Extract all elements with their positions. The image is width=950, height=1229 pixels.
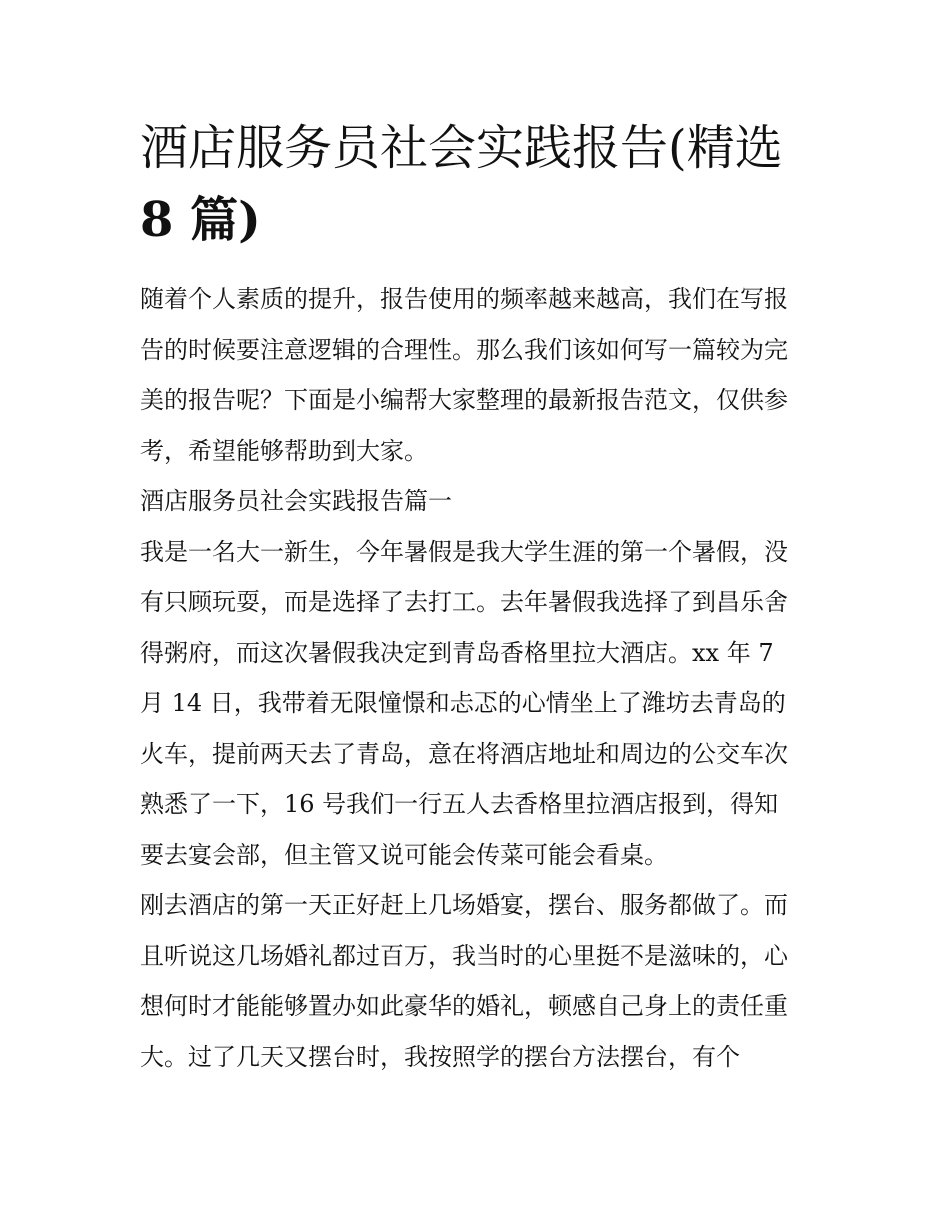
document-body — [140, 274, 812, 1082]
title-line-2: 8 篇) — [140, 192, 261, 248]
document-title — [140, 112, 812, 256]
paragraph-1 — [140, 527, 812, 881]
text-line: 大。过了几天又摆台时，我按照学的摆台方法摆台，有个 — [140, 1042, 740, 1071]
text-line: 我是一名大一新生，今年暑假是我大学生涯的第一个暑假，没 — [140, 537, 788, 566]
section-heading — [140, 476, 812, 527]
section-heading-text: 酒店服务员社会实践报告篇一 — [140, 487, 452, 515]
paragraph-2 — [140, 880, 812, 1082]
title-line-1: 酒店服务员社会实践报告(精选 — [140, 120, 783, 176]
text-line: 要去宴会部，但主管又说可能会传菜可能会看桌。 — [140, 840, 668, 869]
text-line: 想何时才能能够置办如此豪华的婚礼，顿感自己身上的责任重 — [140, 992, 788, 1020]
text-line: 月 14 日，我带着无限憧憬和忐忑的心情坐上了潍坊去青岛的 — [140, 689, 786, 717]
text-line: 熟悉了一下，16 号我们一行五人去香格里拉酒店报到，得知 — [140, 790, 779, 818]
text-line: 美的报告呢？下面是小编帮大家整理的最新报告范文，仅供参 — [140, 386, 788, 414]
text-line: 且听说这几场婚礼都过百万，我当时的心里挺不是滋味的，心 — [140, 941, 788, 970]
text-line: 考，希望能够帮助到大家。 — [140, 436, 428, 465]
text-line: 随着个人素质的提升，报告使用的频率越来越高，我们在写报 — [140, 285, 788, 313]
text-line: 有只顾玩耍，而是选择了去打工。去年暑假我选择了到昌乐舍 — [140, 588, 788, 616]
text-line: 刚去酒店的第一天正好赶上几场婚宴，摆台、服务都做了。而 — [140, 891, 788, 919]
text-line: 告的时候要注意逻辑的合理性。那么我们该如何写一篇较为完 — [140, 335, 788, 364]
intro-paragraph — [140, 274, 812, 476]
text-line: 火车，提前两天去了青岛，意在将酒店地址和周边的公交车次 — [140, 739, 788, 768]
text-line: 得粥府，而这次暑假我决定到青岛香格里拉大酒店。xx 年 7 — [140, 638, 774, 667]
document-page — [140, 112, 812, 1082]
